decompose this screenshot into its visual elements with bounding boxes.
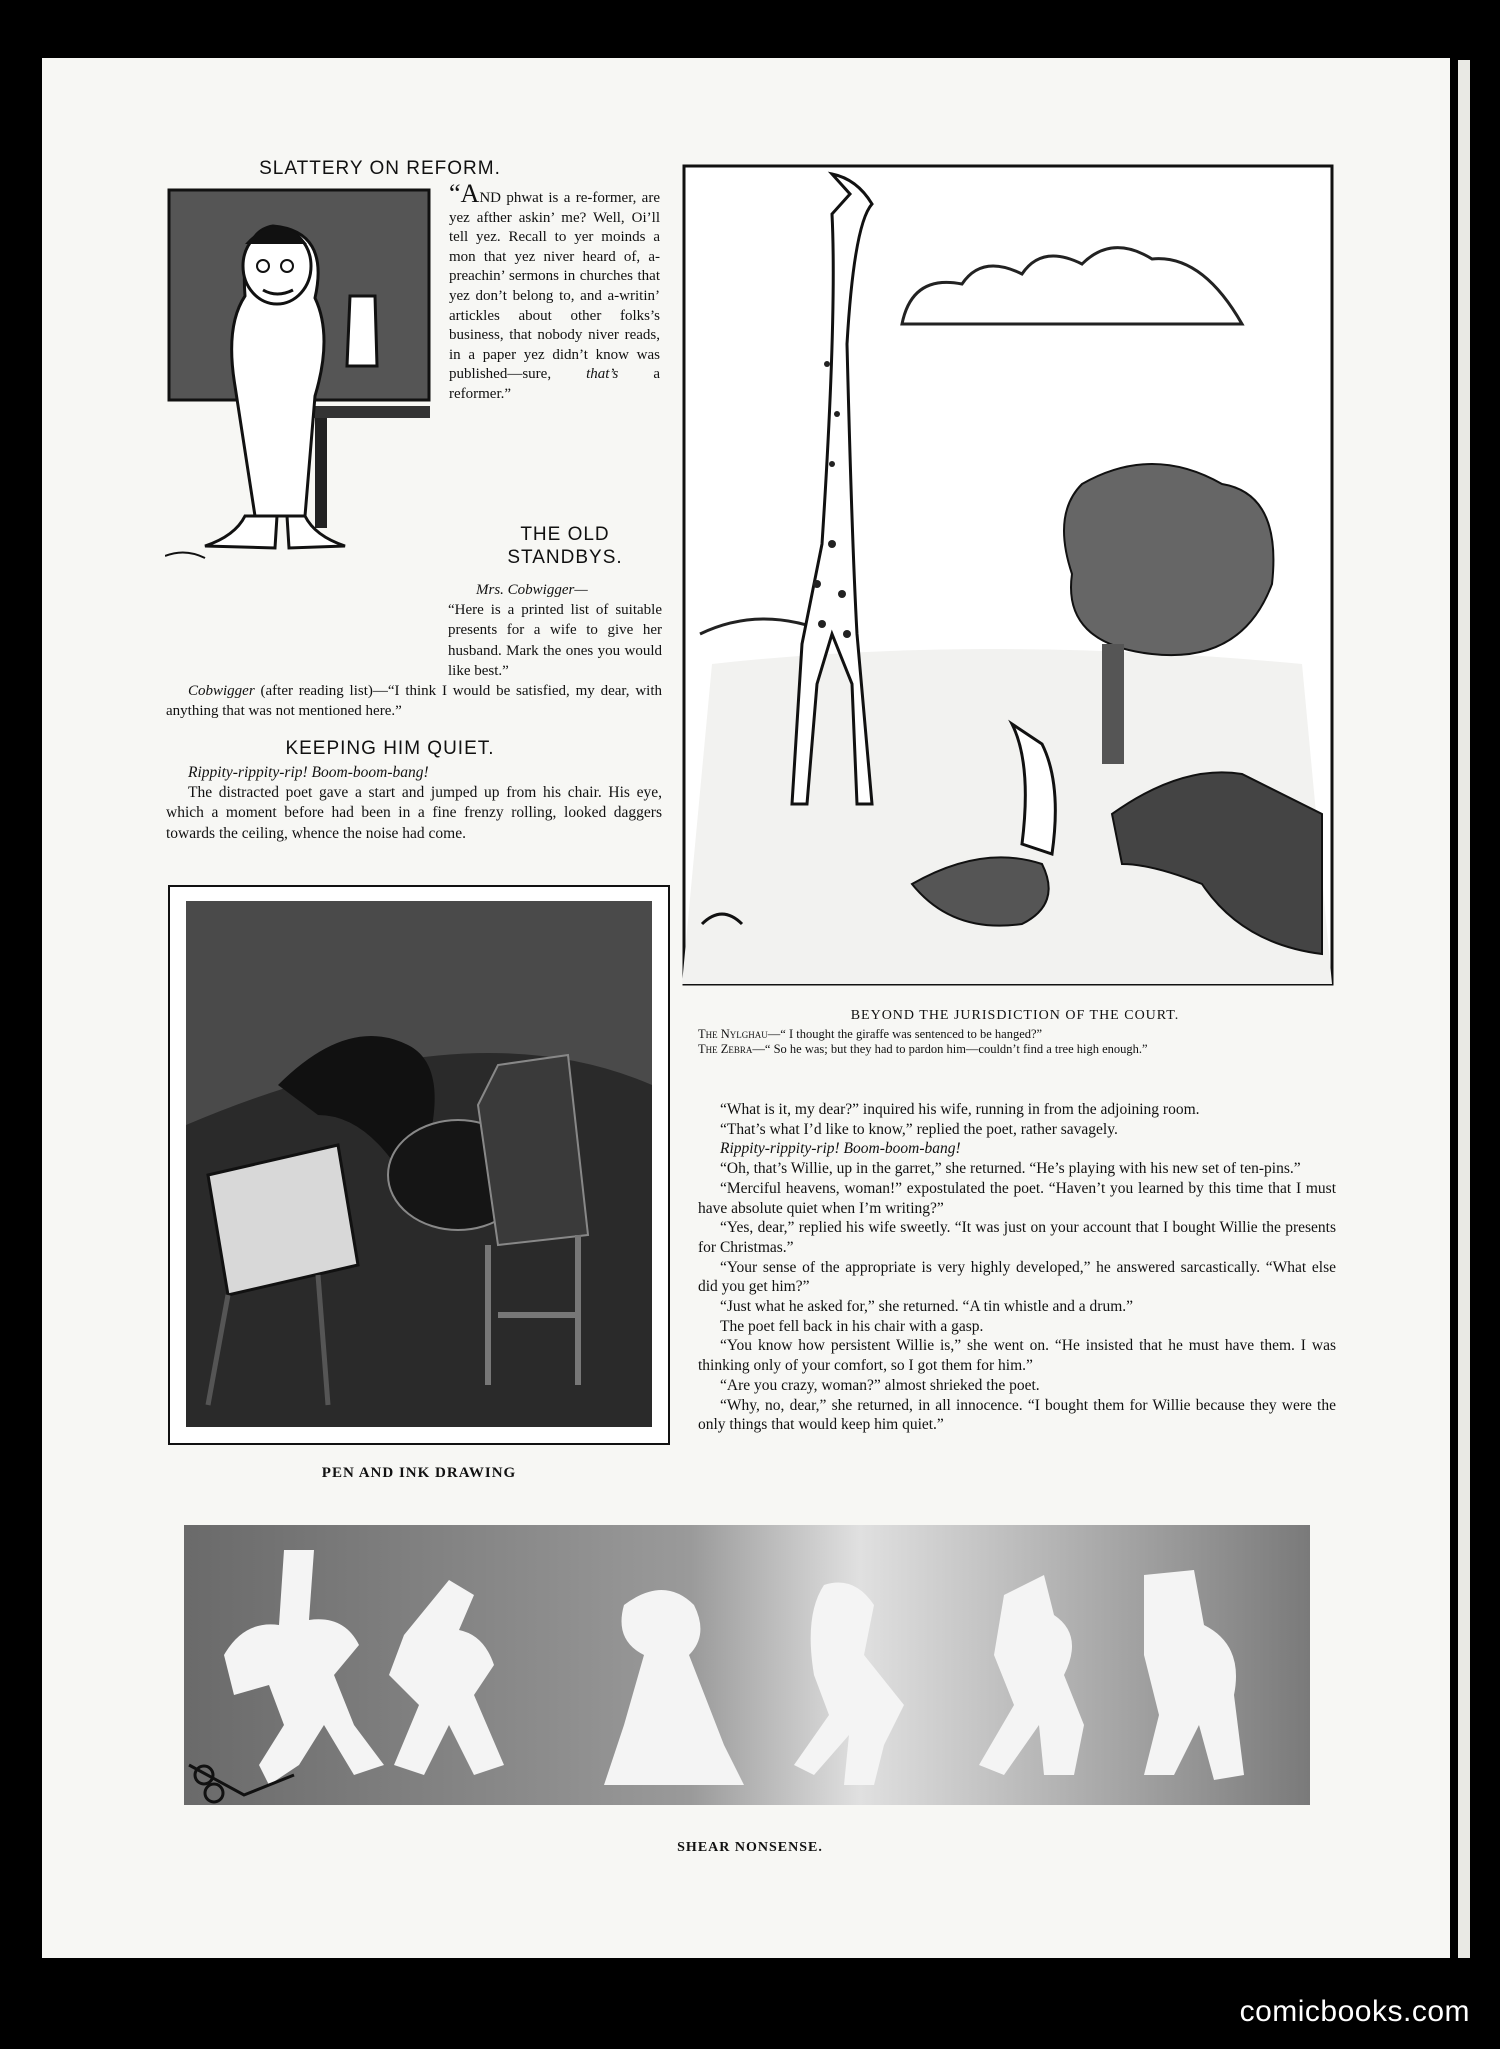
keeping-sound-1: Rippity-rippity-rip! Boom-boom-bang! [188,764,429,781]
slattery-body-italic: that’s [586,366,619,383]
keeping-text-left [166,763,662,844]
cobwigger-wife-speaker: Mrs. Cobwigger— [476,582,588,598]
keeping-title: KEEPING HIM QUIET. [285,738,495,759]
slattery-body-2: a reformer.” [449,366,661,402]
cobwigger-speaker: Cobwigger [188,683,255,700]
old-standbys-title-2: STANDBYS. [507,547,623,568]
keeping-c6: “Yes, dear,” replied his wife sweetly. “It was just on your account that I bought Willie the presents for Christmas.” [698,1219,1336,1256]
keeping-text-right [698,1100,1336,1435]
shear-caption: SHEAR NONSENSE. [677,1840,823,1855]
slattery-dropcap: “A [449,179,480,208]
pen-and-ink-drawing [168,885,670,1445]
zebra-speaker: The Zebra [698,1042,753,1056]
old-standbys-title-1: THE OLD [520,524,610,545]
keeping-c2: “That’s what I’d like to know,” replied the poet, rather savagely. [720,1120,1118,1138]
giraffe-caption-title: BEYOND THE JURISDICTION OF THE COURT. [850,1008,1180,1023]
zebra-line: —“ So he was; but they had to pardon him—couldn’t find a tree high enough.” [752,1042,1148,1056]
keeping-c7: “Your sense of the appropriate is very highly developed,” he answered sarcastically. “What else did you get him?” [698,1258,1336,1296]
cobwigger-line: (after reading list)—“I think I would be satisfied, my dear, with anything that was not mentioned here.” [166,683,662,720]
keeping-c11: “Are you crazy, woman?” almost shrieked the poet. [720,1376,1040,1394]
pen-ink-caption: PEN AND INK DRAWING [321,1465,517,1481]
keeping-c10: “You know how persistent Willie is,” she went on. “He insisted that he must have them. I was thinking only of your comfort, so I got them for him.” [698,1337,1336,1375]
old-standbys-text [166,580,662,721]
keeping-c4: “Oh, that’s Willie, up in the garret,” she returned. “He’s playing with his new set of ten-pins.” [720,1160,1301,1178]
slattery-text [449,179,661,405]
facing-page-edge [1458,60,1470,1958]
keeping-c12: “Why, no, dear,” she returned, in all innocence. “I bought them for Willie because they were the only things that would keep him quiet.” [698,1396,1336,1434]
slattery-illustration [165,186,435,581]
nylghau-speaker: The Nylghau [698,1027,768,1041]
cobwigger-wife-line: “Here is a printed list of suitable presents for a wife to give her husband. Mark the ones you would like best.” [448,602,662,679]
slattery-body-1: ND phwat is a re-former, are yez afther askin’ me? Well, Oi’ll tell yez. Recall to yer moinds a mon that yez niver heard of, a-preachin’ sermons in churches that yez don’t belong to, and a-writin’ artickles about other folks’s business, that nobody niver reads, in a paper yez didn’t know was published—sure, [449,190,660,383]
keeping-c8: “Just what he asked for,” she returned. “A tin whistle and a drum.” [720,1298,1134,1316]
nylghau-line: —“ I thought the giraffe was sentenced to be hanged?” [767,1027,1043,1041]
keeping-c5: “Merciful heavens, woman!” expostulated the poet. “Haven’t you learned by this time that I must have absolute quiet when I’m writing?” [698,1179,1336,1217]
shear-nonsense-illustration [184,1525,1310,1835]
keeping-c9: The poet fell back in his chair with a gasp. [720,1317,984,1335]
keeping-c3: Rippity-rippity-rip! Boom-boom-bang! [720,1140,961,1158]
site-watermark: comicbooks.com [1239,1995,1470,2028]
keeping-c1: “What is it, my dear?” inquired his wife, running in from the adjoining room. [720,1101,1200,1118]
giraffe-cartoon [682,164,1334,986]
slattery-title: SLATTERY ON REFORM. [259,158,501,179]
giraffe-dialogue [698,1027,1338,1057]
keeping-p2: The distracted poet gave a start and jumped up from his chair. His eye, which a moment before had been in a fine frenzy rolling, looked daggers towards the ceiling, whence the noise had come. [166,784,662,842]
